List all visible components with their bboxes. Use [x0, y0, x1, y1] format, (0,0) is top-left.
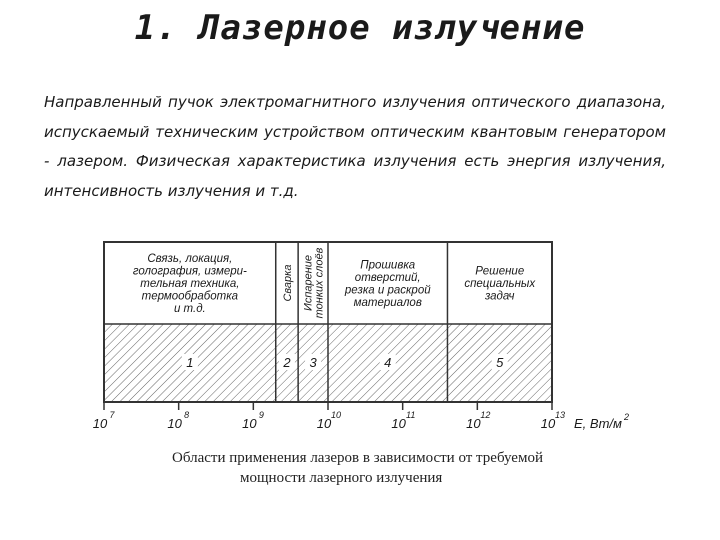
- axis-unit-exponent: 2: [624, 412, 630, 422]
- zone-number: 1: [186, 355, 194, 370]
- axis-tick-exponent: 9: [258, 410, 264, 420]
- zone-label-line: тельная техника,: [140, 278, 240, 290]
- zone-label-line: материалов: [353, 296, 422, 309]
- axis-tick-label: 10: [242, 416, 257, 431]
- axis-tick-exponent: 12: [480, 410, 491, 420]
- axis-tick-exponent: 13: [554, 410, 566, 420]
- caption-line-1: Области применения лазеров в зависимости от требуемой: [172, 450, 543, 466]
- axis-tick-exponent: 7: [109, 410, 115, 420]
- paragraph-line-2: испускаемый техническим устройством оптическим квантовым генератором -: [44, 122, 666, 170]
- zone-label-line: термообработка: [141, 290, 239, 303]
- axis-tick-exponent: 8: [184, 410, 190, 420]
- axis-tick-label: 10: [540, 416, 556, 431]
- zone-label-line: тонких слоёв: [313, 247, 326, 319]
- zone-label-line: специальных: [464, 278, 536, 290]
- zone-label-line: Испарение: [302, 254, 315, 312]
- paragraph-line-4: интенсивность излучения и т.д.: [44, 181, 299, 200]
- paragraph-line-3: лазером. Физическая характеристика излучения есть энергия излучения,: [57, 152, 666, 170]
- zone-number: 2: [283, 355, 291, 370]
- axis-tick-label: 10: [92, 416, 108, 431]
- zone-label-line: резка и раскрой: [344, 284, 431, 297]
- zone-label-line: Связь, локация,: [147, 253, 233, 265]
- zone-label-line: Сварка: [281, 264, 294, 302]
- figure-caption: [172, 448, 632, 488]
- zone-label-line: голография, измери-: [132, 265, 247, 278]
- zone-label-line: отверстий,: [354, 271, 421, 284]
- axis-tick-label: 10: [466, 416, 481, 431]
- paragraph-line-1: Направленный пучок электромагнитного излучения оптического диапазона,: [44, 93, 666, 111]
- axis-tick-label: 10: [316, 416, 332, 431]
- zone-number: 3: [309, 355, 317, 370]
- axis-tick-label: 10: [167, 416, 182, 431]
- zone-number: 4: [384, 355, 392, 370]
- axis-unit-label: E, Вт/м: [574, 416, 622, 431]
- zone-number: 5: [496, 355, 504, 370]
- zone-label-line: Решение: [475, 265, 525, 278]
- zone-label-line: и т.д.: [173, 303, 206, 315]
- axis-tick-exponent: 11: [405, 410, 416, 420]
- caption-line-2: мощности лазерного излучения: [240, 470, 443, 486]
- page-title: 1. Лазерное излучение: [134, 8, 586, 48]
- laser-applications-diagram: [90, 236, 650, 436]
- zone-label-line: Прошивка: [360, 259, 416, 272]
- axis-tick-label: 10: [391, 416, 406, 431]
- definition-paragraph: [44, 88, 666, 206]
- axis-tick-exponent: 10: [330, 410, 342, 420]
- zone-label-line: задач: [484, 290, 515, 303]
